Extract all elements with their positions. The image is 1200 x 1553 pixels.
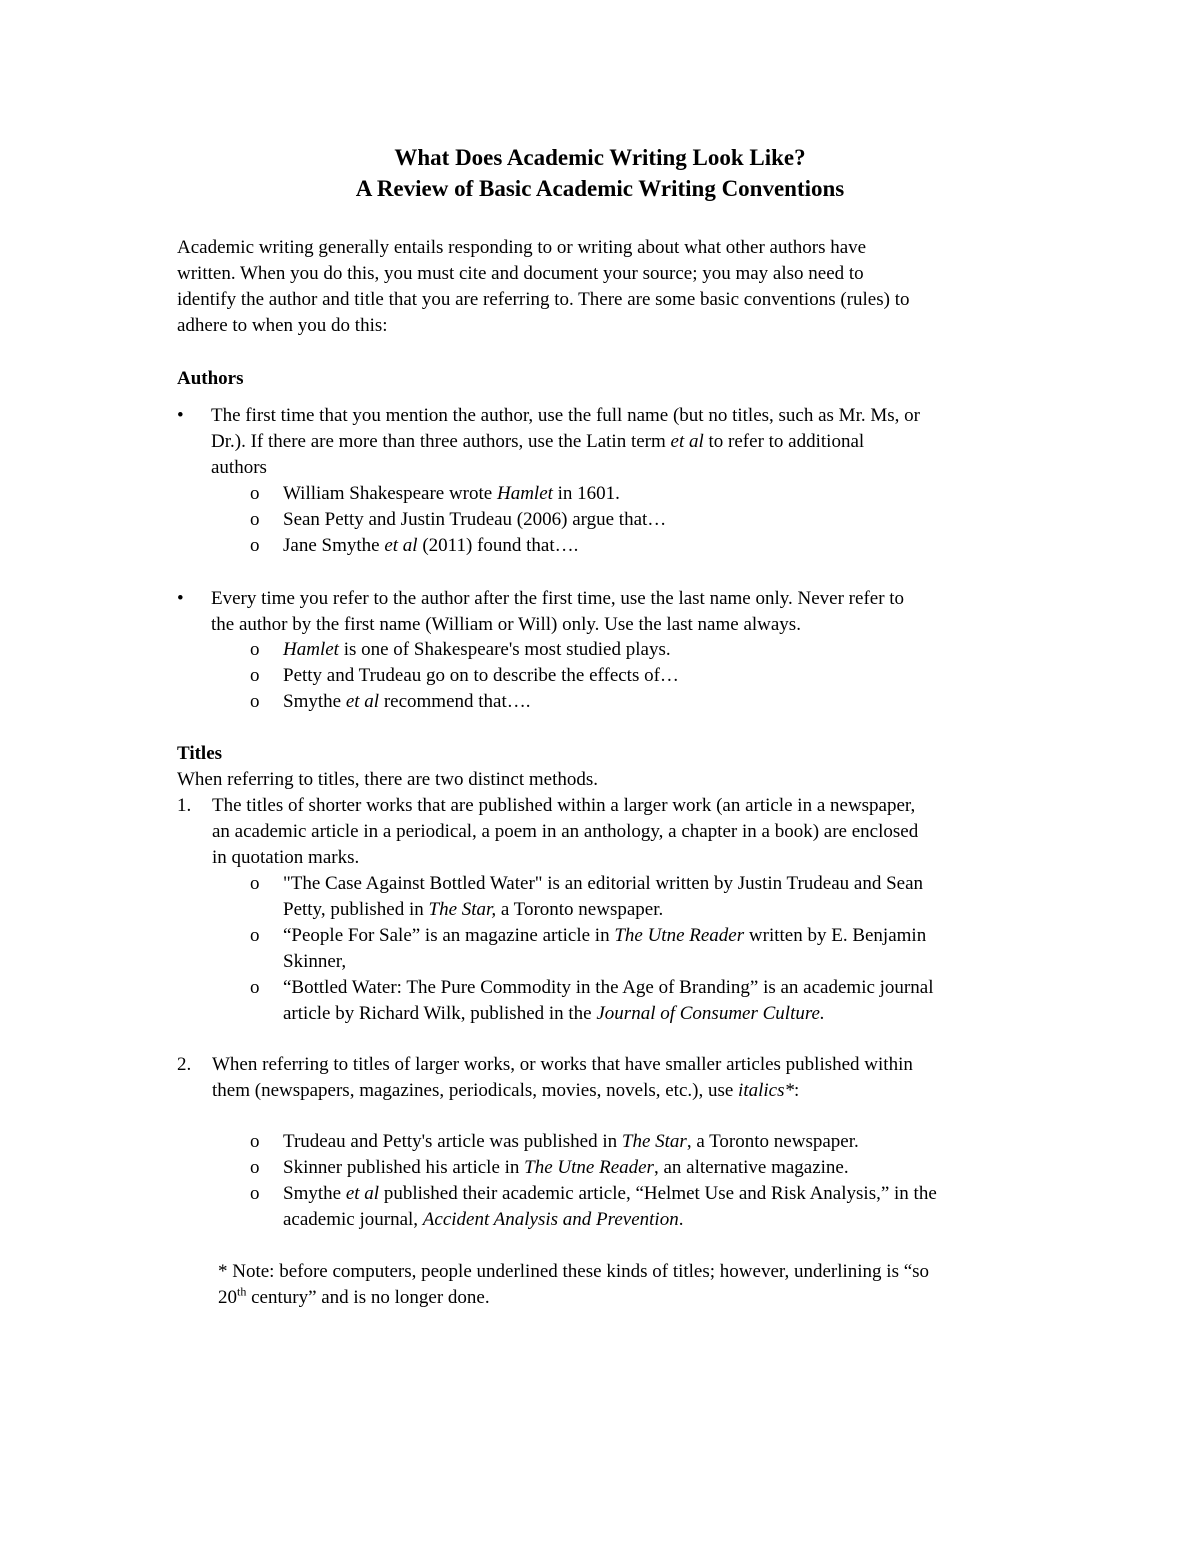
- sub-bullet-marker: o: [250, 665, 260, 686]
- item-line: When referring to titles of larger works, or works that have smaller articles published within: [212, 1054, 913, 1075]
- title-line-1: What Does Academic Writing Look Like?: [394, 145, 806, 170]
- footnote-line: 20th century” and is no longer done.: [218, 1284, 490, 1308]
- document-page: What Does Academic Writing Look Like? A Review of Basic Academic Writing Conventions Academic writing generally entails responding to or writing about what other authors have written. When you do this, you must cite and document your source; you may also need to identify the author and title that you are referring to. There are some basic conventions (rules) to adhere to when you do this: Authors • The first time that you mention the author, use the full name (but no titles, such as Mr. Ms, or Dr.). If there are more than three authors, use the Latin term et al to refer to additional authors o William Shakespeare wrote Hamlet in 1601. o Sean Petty and Justin Trudeau (2006) argue that… o Jane Smythe et al (2011) found that…. • Every time you refer to the author after the first time, use the last name only. Never refer to the author by the first name (William or Will) only. Use the last name always. o Hamlet is one of Shakespeare's most studied plays. o Petty and Trudeau go on to describe the effects of… o Smythe et al recommend that…. Titles When referring to titles, there are two distinct methods. 1. The titles of shorter works that are published within a larger work (an article in a newspaper, an academic article in a periodical, a poem in an anthology, a chapter in a book) are enclosed in quotation marks. o "The Case Against Bottled Water" is an editorial written by Justin Trudeau and Sean Petty, published in The Star, a Toronto newspaper. o “People For Sale” is an magazine article in The Utne Reader written by E. Benjamin Skinner, o “Bottled Water: The Pure Commodity in the Age of Branding” is an academic journal article by Richard Wilk, published in the Journal of Consumer Culture. 2. When referring to titles of larger works, or works that have smaller articles published within them (newspapers, magazines, periodicals, movies, novels, etc.), use italics*: o Trudeau and Petty's article was published in The Star, a Toronto newspaper. o Skinner published his article in The Utne Reader, an alternative magazine. o Smythe et al published their academic article, “Helmet Use and Risk Analysis,” in the academic journal, Accident Analysis and Prevention. * Note: before computers, people underlined these kinds of titles; however, underlining is “so 20th century” and is no longer done.: [0, 0, 1200, 1553]
- sub-bullet-marker: o: [250, 483, 260, 504]
- sub-bullet-marker: o: [250, 925, 260, 946]
- item-line: in quotation marks.: [212, 847, 360, 868]
- titles-heading: Titles: [177, 743, 223, 764]
- list-number: 1.: [177, 795, 192, 816]
- bullet-marker: •: [177, 588, 184, 609]
- document-title: [0, 142, 1200, 204]
- sub-bullet-marker: o: [250, 1157, 260, 1178]
- item-line: them (newspapers, magazines, periodicals, movies, novels, etc.), use italics*:: [212, 1080, 800, 1101]
- footnote: [218, 1259, 1033, 1311]
- intro-paragraph: [177, 235, 1027, 339]
- sub-bullet-marker: o: [250, 1183, 260, 1204]
- intro-line: identify the author and title that you are referring to. There are some basic conventions (rules) to: [177, 289, 910, 310]
- sub-bullet-marker: o: [250, 873, 260, 894]
- list-number: 2.: [177, 1054, 192, 1075]
- sub-bullet-marker: o: [250, 977, 260, 998]
- authors-heading: Authors: [177, 368, 244, 389]
- item-line: The titles of shorter works that are published within a larger work (an article in a newspaper,: [212, 795, 916, 816]
- title-line-2: A Review of Basic Academic Writing Conventions: [355, 176, 845, 201]
- bullet-line: the author by the first name (William or Will) only. Use the last name always.: [211, 614, 801, 635]
- titles-intro: When referring to titles, there are two distinct methods.: [177, 769, 599, 790]
- item-line: an academic article in a periodical, a poem in an anthology, a chapter in a book) are enclosed: [212, 821, 919, 842]
- sub-bullet-marker: o: [250, 535, 260, 556]
- bullet-marker: •: [177, 405, 184, 426]
- bullet-line: Dr.). If there are more than three authors, use the Latin term et al to refer to additional: [211, 431, 865, 452]
- bullet-line: The first time that you mention the author, use the full name (but no titles, such as Mr. Ms, or: [211, 405, 920, 426]
- sub-bullet-marker: o: [250, 691, 260, 712]
- sub-bullet-marker: o: [250, 1131, 260, 1152]
- sub-bullet-marker: o: [250, 509, 260, 530]
- bullet-line: Every time you refer to the author after the first time, use the last name only. Never refer to: [211, 588, 905, 609]
- intro-line: written. When you do this, you must cite and document your source; you may also need to: [177, 263, 864, 284]
- bullet-line: authors: [211, 457, 267, 478]
- intro-line: adhere to when you do this:: [177, 315, 388, 336]
- sub-bullet-marker: o: [250, 639, 260, 660]
- footnote-line: * Note: before computers, people underlined these kinds of titles; however, underlining is “so: [218, 1261, 930, 1282]
- intro-line: Academic writing generally entails responding to or writing about what other authors have: [177, 237, 867, 258]
